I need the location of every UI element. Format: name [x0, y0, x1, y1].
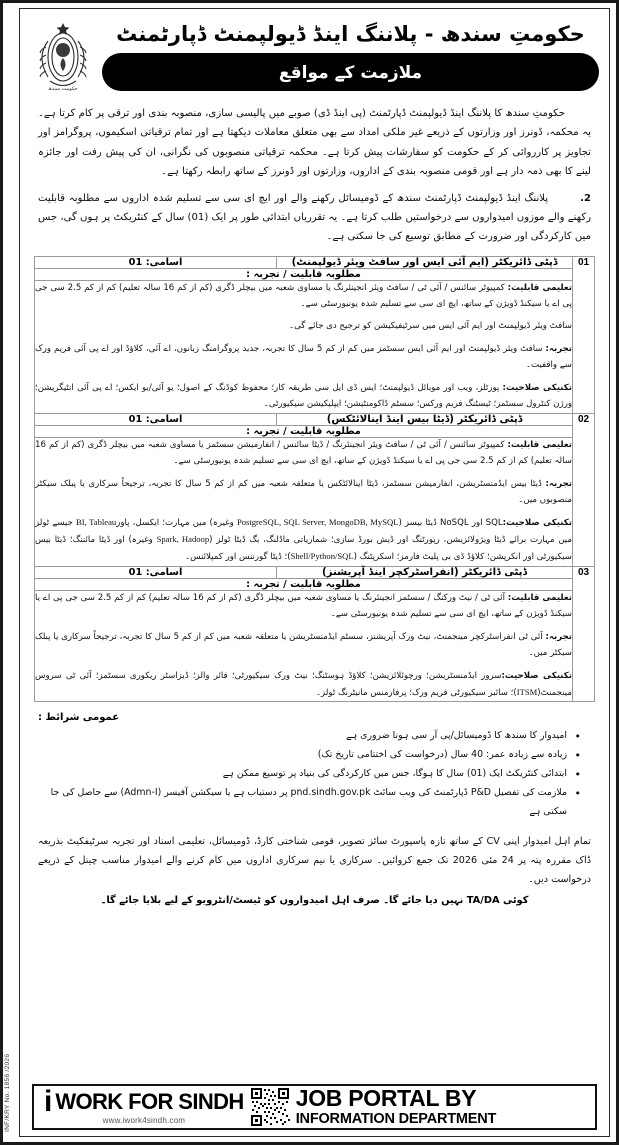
education-label-3: تعلیمی قابلیت:	[507, 593, 572, 604]
qr-code-icon[interactable]	[250, 1087, 290, 1127]
post-title-2: ڈپٹی ڈائریکٹر (ڈیٹا بیس اینڈ اینالائٹکس)	[277, 413, 573, 425]
skills-text-2-a: SQL اور NoSQL ڈیٹا بیسز (	[398, 518, 503, 529]
skills-tech-2-b: BI, Tableau	[76, 517, 117, 528]
seats-cell-2	[35, 413, 277, 425]
seats-value-2: 01	[128, 413, 143, 425]
iwork-brand-block[interactable]	[34, 1086, 250, 1128]
seats-value-1: 01	[128, 256, 143, 268]
list-item: • ابتدائی کنٹریکٹ ایک (01) سال کا ہوگا، جس میں کارکردگی کی بنیاد پر توسیع ممکن ہے	[38, 765, 569, 784]
preference-paragraph-1	[35, 319, 572, 335]
sindh-government-emblem-icon	[30, 17, 96, 95]
table-row	[35, 567, 595, 579]
page-title: حکومتِ سندھ - پلاننگ اینڈ ڈیولپمنٹ ڈپارٹمنٹ	[116, 21, 585, 46]
skills-tech-2-a: PostgreSQL, SQL Server, MongoDB, MySQL	[236, 517, 399, 528]
experience-text-1: سافٹ ویئر ڈیولپمنٹ اور ایم آئی ایس سسٹمز میں کم از کم 5 سال کا تجربہ، جدید پروگرامنگ زبانوں، اے آئی، کلاؤڈ اور اے پی آئی فریم ورک سے واقفیت۔	[35, 344, 572, 371]
seats-cell-1	[35, 256, 277, 268]
seats-label-2: اسامی:	[145, 413, 183, 425]
serial-number-1: 01	[573, 256, 595, 413]
iwork-initial-logo: i	[44, 1084, 53, 1118]
skills-tech-3-a: ITSM	[516, 686, 538, 697]
table-row	[35, 591, 595, 702]
education-paragraph-3	[35, 591, 572, 623]
skills-label-1: تکنیکی صلاحیت:	[502, 383, 572, 394]
seats-label-1: اسامی:	[145, 256, 183, 268]
skills-text-2-b: وغیرہ) میں مہارت؛ ایکسل، پاور	[116, 518, 237, 529]
requirements-details-1	[35, 280, 573, 413]
table-row	[35, 437, 595, 566]
list-item: • زیادہ سے زیادہ عمر: 40 سال (درخواست کی اختتامی تاریخ تک)	[38, 746, 569, 765]
list-item: • امیدوار کا سندھ کا ڈومیسائل/پی آر سی ہونا ضروری ہے	[38, 727, 569, 746]
education-label-2: تعلیمی قابلیت:	[507, 439, 572, 450]
intro-paragraph-2-text: پلاننگ اینڈ ڈیولپمنٹ ڈپارٹمنٹ سندھ کے ڈومیسائل رکھنے والے اور ایچ ای سی سے تسلیم شدہ اداروں سے مطلوبہ قابلیت رکھنے والے موزوں امیدواروں سے درخواستیں طلب کرتا ہے۔ یہ تقرریاں ابتدائی طور پر ایک (01) سال کے کنٹریکٹ پر ہوں گی، جس میں کارکردگی اور ضرورت کے مطابق توسیع کی جا سکتی ہے۔	[38, 192, 592, 243]
requirements-header-2: مطلوبہ قابلیت / تجربہ :	[35, 425, 573, 437]
table-row	[35, 425, 595, 437]
iwork-brand-text: WORK FOR SINDH	[55, 1088, 244, 1114]
seats-label-3: اسامی:	[145, 567, 183, 579]
experience-label-1: تجربہ:	[545, 344, 572, 355]
paragraph-number: 2.	[580, 192, 591, 204]
jobs-banner: ملازمت کے مواقع	[102, 53, 599, 91]
skills-paragraph-1	[35, 381, 572, 413]
requirements-details-3	[35, 591, 573, 702]
skills-text-3-a: سرور ایڈمنسٹریشن؛ ورچوئلائزیشن؛ کلاؤڈ ہوسٹنگ؛ نیٹ ورک سیکیورٹی؛ فائر والز؛ ڈیزاسٹر ریکوری سسٹمز؛ آئی ٹی سروس مینجمنٹ(	[35, 670, 572, 698]
conditions-title: عمومی شرائط :	[38, 712, 120, 724]
requirements-header-3: مطلوبہ قابلیت / تجربہ :	[35, 579, 573, 591]
skills-text-2-c: جیسے ٹولز میں مہارت برائے ڈیٹا ویژولائزیشن، رپورٹنگ اور ڈیش بورڈ سازی؛ شماریاتی ماڈلنگ، بگ ڈیٹا ٹولز (	[35, 518, 572, 546]
experience-paragraph-1	[35, 342, 572, 374]
experience-text-2: ڈیٹا بیس ایڈمنسٹریشن، انفارمیشن سسٹمز، ڈیٹا اینالائٹکس یا متعلقہ شعبہ میں کم از کم 5 سال کا تجربہ، ترجیحاً سرکاری یا پبلک سیکٹر منصوبوں میں۔	[35, 478, 572, 505]
reference-code: INF/KRY No. 1856 /2026	[4, 1053, 11, 1132]
closing-paragraph: تمام اہل امیدوار اپنی CV کے ساتھ تازہ پاسپورٹ سائز تصویر، قومی شناختی کارڈ، ڈومیسائل، تعلیمی اسناد اور تجربہ سرٹیفکیٹ بذریعہ ڈاک مقررہ پتہ پر 24 مئی 2026 تک جمع کروائیں۔ سرکاری یا نیم سرکاری اداروں میں کام کرنے والے امیدوار مناسب چینل کے ذریعے درخواست دیں۔	[38, 835, 591, 885]
conditions-list	[38, 727, 587, 821]
seats-value-3: 01	[128, 567, 143, 579]
experience-text-3: آئی ٹی انفراسٹرکچر مینجمنٹ، نیٹ ورک آپریشنز، سسٹم ایڈمنسٹریشن یا متعلقہ شعبہ میں کم از کم 5 سال کا تجربہ، ترجیحاً سرکاری یا پبلک سیکٹر میں۔	[35, 631, 572, 658]
intro-paragraph-2	[38, 189, 591, 247]
table-row	[35, 268, 595, 280]
requirements-header-1: مطلوبہ قابلیت / تجربہ :	[35, 268, 573, 280]
job-portal-line-2: INFORMATION DEPARTMENT	[295, 1110, 497, 1127]
skills-text-3-b: )؛ سائبر سیکیورٹی فریم ورک؛ پرفارمنس مانیٹرنگ ٹولز۔	[316, 687, 517, 698]
skills-paragraph-3	[35, 669, 572, 702]
education-text-3: آئی ٹی / نیٹ ورکنگ / سسٹمز انجینئرنگ یا مساوی شعبہ میں بیچلر ڈگری (کم از کم 16 سالہ تعلیم) کم از کم 2.5 سی جی پی اے یا سیکنڈ ڈویژن کے ساتھ، ایچ ای سی سے تسلیم شدہ یونیورسٹی سے۔	[35, 593, 572, 619]
education-paragraph-2	[35, 438, 572, 470]
iwork-brand-row	[44, 1084, 244, 1118]
skills-label-3: تکنیکی صلاحیت:	[501, 670, 572, 681]
experience-paragraph-2	[35, 477, 572, 509]
skills-tech-2-d: Shell/Python/SQL	[290, 551, 354, 562]
education-paragraph-1	[35, 281, 572, 313]
skills-text-2-e: )؛ ڈیٹا گورننس اور کمپلائنس۔	[185, 552, 291, 563]
skills-tech-2-c: Spark, Hadoop	[156, 534, 210, 545]
education-text-2: کمپیوٹر سائنس / آئی ٹی / سافٹ ویئر انجینئرنگ / ڈیٹا سائنس / انفارمیشن سسٹمز یا مساوی شعبہ میں بیچلر ڈگری (کم از کم 16 سالہ تعلیم) کم از کم 2.5 سی جی پی اے یا سیکنڈ ڈویژن کے ساتھ، ایچ ای سی سے تسلیم شدہ یونیورسٹی سے۔	[35, 439, 572, 466]
advertisement-inner-frame	[19, 8, 610, 1137]
serial-number-3: 03	[573, 567, 595, 702]
skills-label-2: تکنیکی صلاحیت:	[502, 518, 573, 529]
experience-label-2: تجربہ:	[545, 478, 572, 489]
header	[28, 15, 601, 95]
intro-paragraph-1	[38, 104, 591, 182]
education-text-1: کمپیوٹر سائنس / آئی ٹی / سافٹ ویئر انجینئرنگ یا مساوی شعبہ میں بیچلر ڈگری (کم از کم 16 سالہ تعلیم) کم از کم 2.5 سی جی پی اے یا سیکنڈ ڈویژن کے ساتھ، ایچ ای سی سے تسلیم شدہ یونیورسٹی سے۔	[35, 282, 572, 309]
table-row	[35, 413, 595, 425]
skills-paragraph-2	[35, 515, 572, 566]
svg-text:حکومت سندھ: حکومت سندھ	[48, 86, 78, 92]
table-row	[35, 579, 595, 591]
footer-banner	[32, 1084, 597, 1130]
skills-text-1: پورٹلز، ویب اور موبائل ڈیولپمنٹ؛ ایس ڈی ایل سی طریقہ کار؛ محفوظ کوڈنگ کے اصول؛ یو آئی/یو ایکس؛ اے پی آئی انٹیگریشن؛ ورژن کنٹرول سسٹمز؛ ٹیسٹنگ فریم ورکس؛ سسٹم ڈاکومنٹیشن؛ ایپلیکیشن سیکیورٹی۔	[35, 383, 572, 409]
job-portal-line-1: JOB PORTAL BY	[295, 1084, 477, 1111]
education-label-1: تعلیمی قابلیت:	[507, 282, 572, 293]
post-title-3: ڈپٹی ڈائریکٹر (انفراسٹرکچر اینڈ آپریشنز)	[277, 567, 573, 579]
table-row	[35, 256, 595, 268]
post-title-1: ڈپٹی ڈائریکٹر (ایم آئی ایس اور سافٹ ویئر ڈیولپمنٹ)	[277, 256, 573, 268]
job-portal-block	[290, 1086, 595, 1128]
seats-cell-3	[35, 567, 277, 579]
table-row	[35, 280, 595, 413]
ta-da-note: کوئی TA/DA نہیں دیا جائے گا۔ صرف اہل امیدواروں کو ٹیسٹ/انٹرویو کے لیے بلایا جائے گا۔	[100, 895, 529, 907]
iwork-url[interactable]: www.iwork4sindh.com	[102, 1116, 186, 1126]
experience-label-3: تجربہ:	[545, 631, 573, 642]
skills-text-2-d: وغیرہ) اور ڈیٹا مائننگ؛ ڈیٹا بیس سیکیورٹی اور انکرپشن؛ کلاؤڈ ڈی بی پلیٹ فارمز؛ اسکرپٹنگ (	[35, 535, 572, 563]
vacancies-table	[34, 256, 595, 703]
experience-paragraph-3	[35, 630, 572, 662]
intro-paragraph-1-text: حکومتِ سندھ کا پلاننگ اینڈ ڈیولپمنٹ ڈپارٹمنٹ (پی اینڈ ڈی) صوبے میں پالیسی سازی، منصوبہ بندی اور ترقی پر کام کرتا ہے۔ یہ محکمہ، ڈونرز اور وزارتوں کے ذریعے غیر ملکی امداد سے بھی متعلق معاملات دیکھتا ہے اور تمام ترقیاتی اسکیموں، پروگرامز اور تجاویز پر کارروائی کر کے حکومت کو سفارشات پیش کرتا ہے۔ محکمہ ترقیاتی منصوبوں کی نگرانی، ان کی پیش رفت اور جائزہ لینے کا بھی ذمہ دار ہے اور قومی منصوبہ بندی کے اداروں، وزارتوں اور ڈونرز کے ساتھ رابطہ رکھتا ہے۔	[38, 108, 591, 178]
header-text-block	[102, 21, 599, 91]
requirements-details-2	[35, 437, 573, 566]
preference-text-1: سافٹ ویئر ڈیولپمنٹ اور ایم آئی ایس میں سرٹیفیکیشن کو ترجیح دی جائے گی۔	[289, 321, 572, 332]
serial-number-2: 02	[573, 413, 595, 566]
list-item: • ملازمت کی تفصیل P&D ڈپارٹمنٹ کی ویب سائٹ pnd.sindh.gov.pk پر دستیاب ہے یا سیکشن آفیسر (Admn-I) سے حاصل کی جا سکتی ہے	[38, 784, 569, 822]
